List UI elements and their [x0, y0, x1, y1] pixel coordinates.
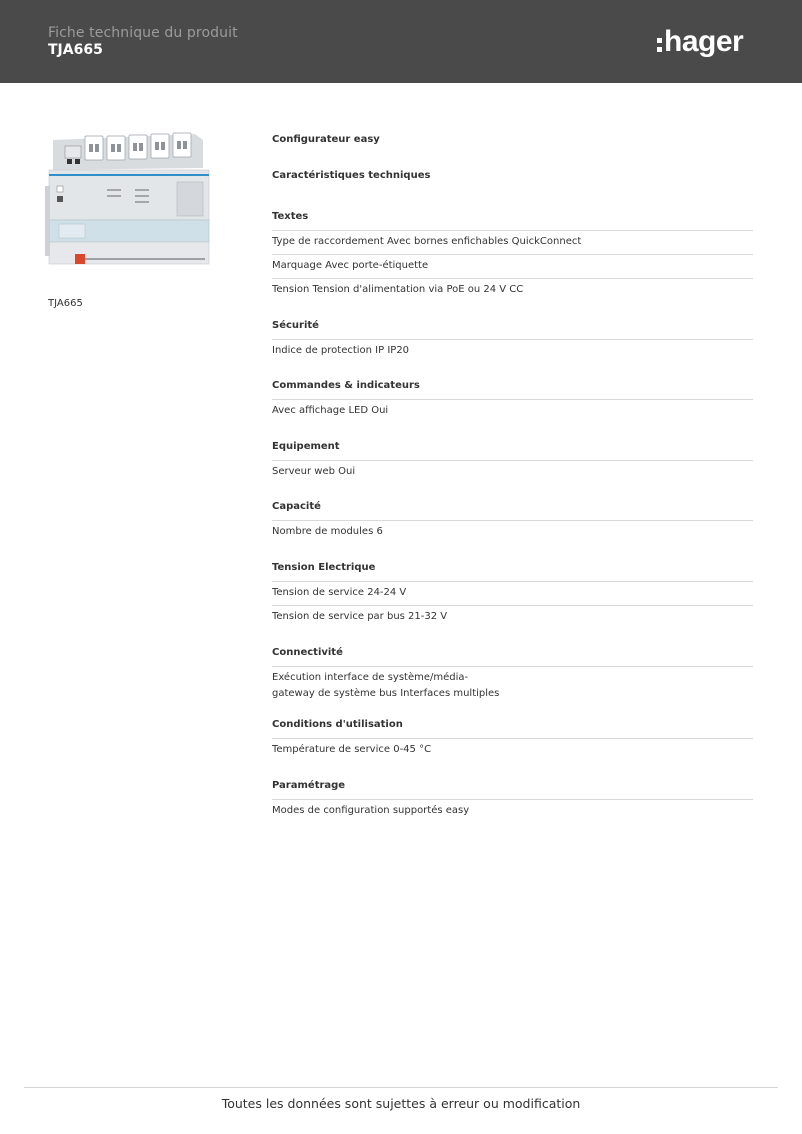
spec-row: Température de service 0-45 °C	[272, 744, 432, 755]
spec-row: Indice de protection IP IP20	[272, 345, 410, 356]
logo-colon-icon	[657, 38, 662, 52]
product-reference-title: TJA665	[48, 42, 103, 58]
footer-divider	[24, 1087, 778, 1088]
spec-row: Tension de service par bus 21-32 V	[272, 611, 448, 622]
spec-row-line: gateway de système bus Interfaces multiples	[272, 688, 500, 699]
footer-disclaimer: Toutes les données sont sujettes à erreur ou modification	[221, 1096, 581, 1111]
spec-row-line: Exécution interface de système/média-	[272, 672, 469, 683]
spec-row: Avec affichage LED Oui	[272, 405, 389, 416]
section-conditions-utilisation	[272, 716, 753, 762]
section-title: Commandes & indicateurs	[272, 377, 753, 400]
product-image-caption: TJA665	[48, 298, 83, 309]
section-capacite	[272, 498, 753, 544]
section-parametrage	[272, 777, 753, 823]
spec-row: Nombre de modules 6	[272, 526, 383, 537]
spec-row: Serveur web Oui	[272, 466, 356, 477]
product-image-column	[45, 126, 215, 272]
section-title: Conditions d'utilisation	[272, 716, 753, 739]
product-image	[45, 126, 213, 272]
section-securite	[272, 317, 753, 363]
section-tension-electrique	[272, 559, 753, 629]
spec-row: Tension de service 24-24 V	[272, 582, 753, 606]
hager-logo	[657, 24, 743, 60]
section-title: Tension Electrique	[272, 559, 753, 582]
section-title: Connectivité	[272, 644, 753, 667]
spec-row: Modes de configuration supportés easy	[272, 805, 470, 816]
technical-characteristics-heading: Caractéristiques techniques	[272, 170, 431, 181]
spec-row: Marquage Avec porte-étiquette	[272, 255, 753, 279]
section-title: Paramétrage	[272, 777, 753, 800]
page-header	[0, 0, 802, 83]
logo-text: hager	[664, 25, 744, 58]
section-title: Sécurité	[272, 317, 753, 340]
section-title: Capacité	[272, 498, 753, 521]
section-commandes-indicateurs	[272, 377, 753, 423]
section-connectivite	[272, 644, 753, 706]
section-equipement	[272, 438, 753, 484]
document-type-label: Fiche technique du produit	[48, 25, 238, 41]
section-title: Equipement	[272, 438, 753, 461]
spec-row: Type de raccordement Avec bornes enfichables QuickConnect	[272, 231, 753, 255]
configurator-heading: Configurateur easy	[272, 134, 380, 145]
section-textes	[272, 208, 753, 302]
spec-row: Tension Tension d'alimentation via PoE ou 24 V CC	[272, 284, 524, 295]
spec-row	[272, 667, 753, 706]
section-title: Textes	[272, 208, 753, 231]
